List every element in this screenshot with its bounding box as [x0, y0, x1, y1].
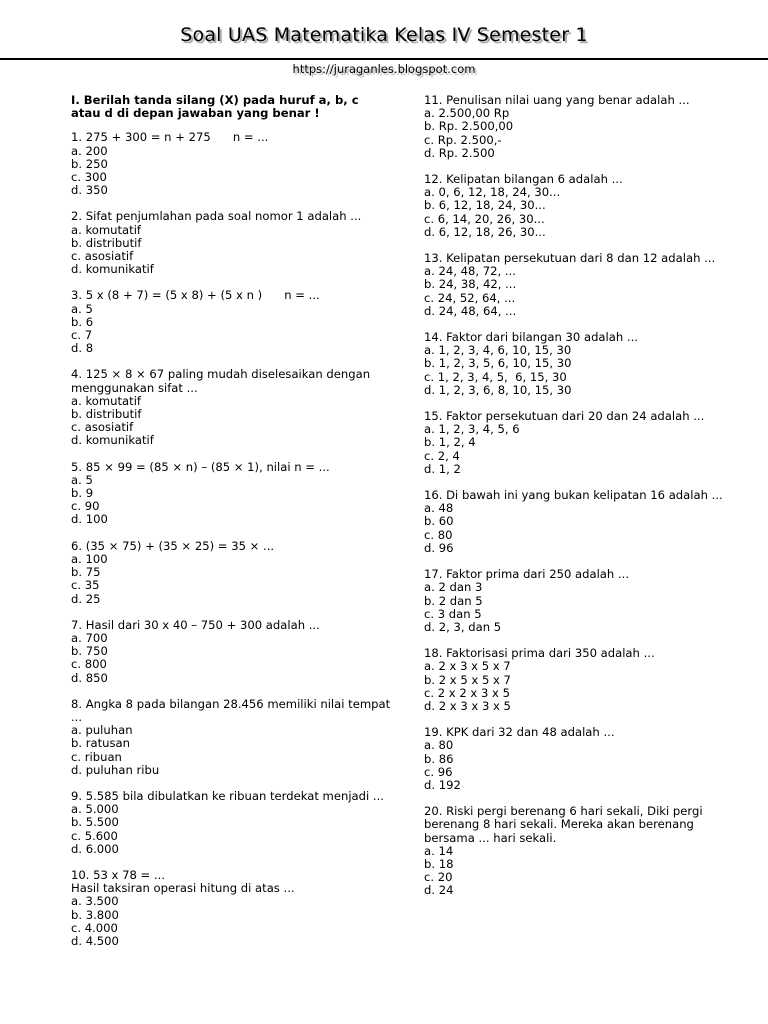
answer-option[interactable]: a. 3.500 [71, 894, 119, 909]
question-16 [424, 489, 744, 555]
answer-option[interactable]: b. 60 [424, 514, 454, 529]
question-20 [424, 805, 744, 897]
answer-option[interactable]: c. ribuan [71, 749, 122, 764]
answer-option[interactable]: a. 1, 2, 3, 4, 6, 10, 15, 30 [424, 343, 572, 358]
answer-option[interactable]: b. 750 [71, 644, 108, 659]
answer-option[interactable]: b. 3.800 [71, 907, 119, 922]
answer-option[interactable]: c. 7 [71, 328, 93, 343]
answer-option[interactable]: b. 18 [424, 856, 454, 871]
answer-option[interactable]: b. 250 [71, 156, 108, 171]
question-12 [424, 173, 744, 239]
answer-option[interactable]: b. 2 x 5 x 5 x 7 [424, 672, 511, 687]
question-text: 9. 5.585 bila dibulatkan ke ribuan terdekat menjadi ... [71, 788, 384, 803]
answer-option[interactable]: a. 200 [71, 143, 108, 158]
page-title: Soal UAS Matematika Kelas IV Semester 1 [180, 24, 588, 46]
right-column [424, 94, 744, 911]
answer-option[interactable]: d. 4.500 [71, 933, 119, 948]
answer-option[interactable]: d. 100 [71, 512, 108, 527]
question-15 [424, 410, 744, 476]
question-text: 3. 5 x (8 + 7) = (5 x 8) + (5 x n ) n = ... [71, 288, 320, 303]
answer-option[interactable]: a. komutatif [71, 393, 142, 408]
question-7 [71, 619, 391, 685]
answer-option[interactable]: c. 96 [424, 764, 453, 779]
answer-option[interactable]: d. 1, 2, 3, 6, 8, 10, 15, 30 [424, 382, 572, 397]
question-4 [71, 368, 391, 447]
question-text: 2. Sifat penjumlahan pada soal nomor 1 adalah ... [71, 209, 362, 224]
question-1 [71, 131, 391, 197]
question-5 [71, 461, 391, 527]
question-text: 12. Kelipatan bilangan 6 adalah ... [424, 172, 623, 187]
answer-option[interactable]: c. 1, 2, 3, 4, 5, 6, 15, 30 [424, 369, 567, 384]
question-text: 14. Faktor dari bilangan 30 adalah ... [424, 330, 638, 345]
question-text: 4. 125 × 8 × 67 paling mudah diselesaikan dengan menggunakan sifat ... [71, 367, 374, 395]
question-text: 5. 85 × 99 = (85 × n) – (85 × 1), nilai n = ... [71, 459, 330, 474]
answer-option[interactable]: c. 35 [71, 578, 100, 593]
answer-option[interactable]: c. 5.600 [71, 828, 118, 843]
answer-option[interactable]: c. 4.000 [71, 920, 118, 935]
answer-option[interactable]: b. Rp. 2.500,00 [424, 119, 514, 134]
question-text: 17. Faktor prima dari 250 adalah ... [424, 567, 630, 582]
question-text: 20. Riski pergi berenang 6 hari sekali, Diki pergi berenang 8 hari sekali. Mereka akan berenang bersama ... hari sekali. [424, 804, 707, 845]
answer-option[interactable]: c. 24, 52, 64, ... [424, 290, 516, 305]
question-11 [424, 94, 744, 160]
left-question-list [71, 130, 394, 948]
answer-option[interactable]: a. 14 [424, 843, 454, 858]
answer-option[interactable]: d. 25 [71, 591, 101, 606]
answer-option[interactable]: a. 0, 6, 12, 18, 24, 30... [424, 185, 561, 200]
question-text: 16. Di bawah ini yang bukan kelipatan 16 adalah ... [424, 488, 723, 503]
answer-option[interactable]: c. 3 dan 5 [424, 606, 482, 621]
answer-option[interactable]: b. 75 [71, 565, 101, 580]
question-9 [71, 790, 391, 856]
answer-option[interactable]: a. puluhan [71, 723, 133, 738]
answer-option[interactable]: d. 850 [71, 670, 108, 685]
answer-option[interactable]: c. 20 [424, 870, 453, 885]
answer-option[interactable]: d. 2 x 3 x 3 x 5 [424, 698, 511, 713]
answer-option[interactable]: b. 2 dan 5 [424, 593, 483, 608]
answer-option[interactable]: b. 9 [71, 486, 94, 501]
answer-option[interactable]: c. 800 [71, 657, 107, 672]
left-column [71, 93, 394, 961]
answer-option[interactable]: a. 5 [71, 472, 93, 487]
answer-option[interactable]: c. Rp. 2.500,- [424, 132, 502, 147]
answer-option[interactable]: d. 1, 2 [424, 461, 461, 476]
answer-option[interactable]: a. komutatif [71, 222, 142, 237]
answer-option[interactable]: d. 24, 48, 64, ... [424, 303, 517, 318]
question-text: 19. KPK dari 32 dan 48 adalah ... [424, 725, 615, 740]
answer-option[interactable]: a. 2 dan 3 [424, 580, 483, 595]
answer-option[interactable]: b. 1, 2, 4 [424, 435, 476, 450]
answer-option[interactable]: c. 80 [424, 527, 453, 542]
question-text: 7. Hasil dari 30 x 40 – 750 + 300 adalah ... [71, 617, 320, 632]
header-divider [0, 58, 768, 60]
answer-option[interactable]: d. 6.000 [71, 841, 119, 856]
right-question-list [424, 94, 744, 898]
answer-option[interactable]: a. 2.500,00 Rp [424, 106, 510, 121]
answer-option[interactable]: c. asosiatif [71, 249, 134, 264]
question-text: 13. Kelipatan persekutuan dari 8 dan 12 adalah ... [424, 251, 716, 266]
answer-option[interactable]: c. 90 [71, 499, 100, 514]
answer-option[interactable]: a. 2 x 3 x 5 x 7 [424, 659, 511, 674]
answer-option[interactable]: d. 8 [71, 341, 94, 356]
answer-option[interactable]: a. 80 [424, 738, 454, 753]
question-8 [71, 696, 394, 777]
question-18 [424, 647, 744, 713]
question-2 [71, 210, 391, 276]
answer-option[interactable]: d. komunikatif [71, 262, 154, 277]
answer-option[interactable]: a. 5 [71, 301, 93, 316]
answer-option[interactable]: d. Rp. 2.500 [424, 145, 495, 160]
answer-option[interactable]: b. 24, 38, 42, ... [424, 277, 517, 292]
answer-option[interactable]: d. 192 [424, 777, 461, 792]
source-url: https://juraganles.blogspot.com [292, 62, 476, 76]
answer-option[interactable]: d. komunikatif [71, 433, 154, 448]
answer-option[interactable]: b. 5.500 [71, 815, 119, 830]
answer-option[interactable]: d. 350 [71, 183, 108, 198]
answer-option[interactable]: c. asosiatif [71, 420, 134, 435]
answer-option[interactable]: a. 48 [424, 501, 454, 516]
question-text: 18. Faktorisasi prima dari 350 adalah ... [424, 646, 655, 661]
question-13 [424, 252, 744, 318]
answer-option[interactable]: a. 700 [71, 630, 108, 645]
answer-option[interactable]: d. 6, 12, 18, 26, 30... [424, 224, 546, 239]
answer-option[interactable]: b. 6, 12, 18, 24, 30... [424, 198, 546, 213]
answer-option[interactable]: d. puluhan ribu [71, 762, 160, 777]
answer-option[interactable]: c. 300 [71, 170, 107, 185]
answer-option[interactable]: c. 2, 4 [424, 448, 460, 463]
answer-option[interactable]: b. 86 [424, 751, 454, 766]
answer-option[interactable]: b. 1, 2, 3, 5, 6, 10, 15, 30 [424, 356, 572, 371]
answer-option[interactable]: c. 2 x 2 x 3 x 5 [424, 685, 510, 700]
answer-option[interactable]: c. 6, 14, 20, 26, 30... [424, 211, 545, 226]
question-10 [71, 869, 391, 948]
answer-option[interactable]: b. distributif [71, 235, 142, 250]
answer-option[interactable]: d. 96 [424, 540, 454, 555]
answer-option[interactable]: a. 1, 2, 3, 4, 5, 6 [424, 422, 520, 437]
question-text: 8. Angka 8 pada bilangan 28.456 memiliki nilai tempat ... [71, 696, 394, 724]
question-text: 15. Faktor persekutuan dari 20 dan 24 adalah ... [424, 409, 705, 424]
question-19 [424, 726, 744, 792]
question-text: 6. (35 × 75) + (35 × 25) = 35 × ... [71, 538, 275, 553]
answer-option[interactable]: b. 6 [71, 314, 94, 329]
question-6 [71, 540, 391, 606]
answer-option[interactable]: a. 5.000 [71, 802, 119, 817]
question-text: 10. 53 x 78 = ... Hasil taksiran operasi hitung di atas ... [71, 867, 295, 896]
answer-option[interactable]: b. distributif [71, 407, 142, 422]
question-14 [424, 331, 744, 397]
answer-option[interactable]: d. 24 [424, 883, 454, 898]
answer-option[interactable]: a. 24, 48, 72, ... [424, 264, 516, 279]
answer-option[interactable]: d. 2, 3, dan 5 [424, 619, 502, 634]
answer-option[interactable]: b. ratusan [71, 736, 130, 751]
instruction-text: I. Berilah tanda silang (X) pada huruf a, b, c atau d di depan jawaban yang benar ! [71, 93, 359, 121]
question-text: 1. 275 + 300 = n + 275 n = ... [71, 130, 269, 145]
answer-option[interactable]: a. 100 [71, 551, 108, 566]
question-text: 11. Penulisan nilai uang yang benar adalah ... [424, 93, 690, 107]
question-3 [71, 289, 391, 355]
question-17 [424, 568, 744, 634]
